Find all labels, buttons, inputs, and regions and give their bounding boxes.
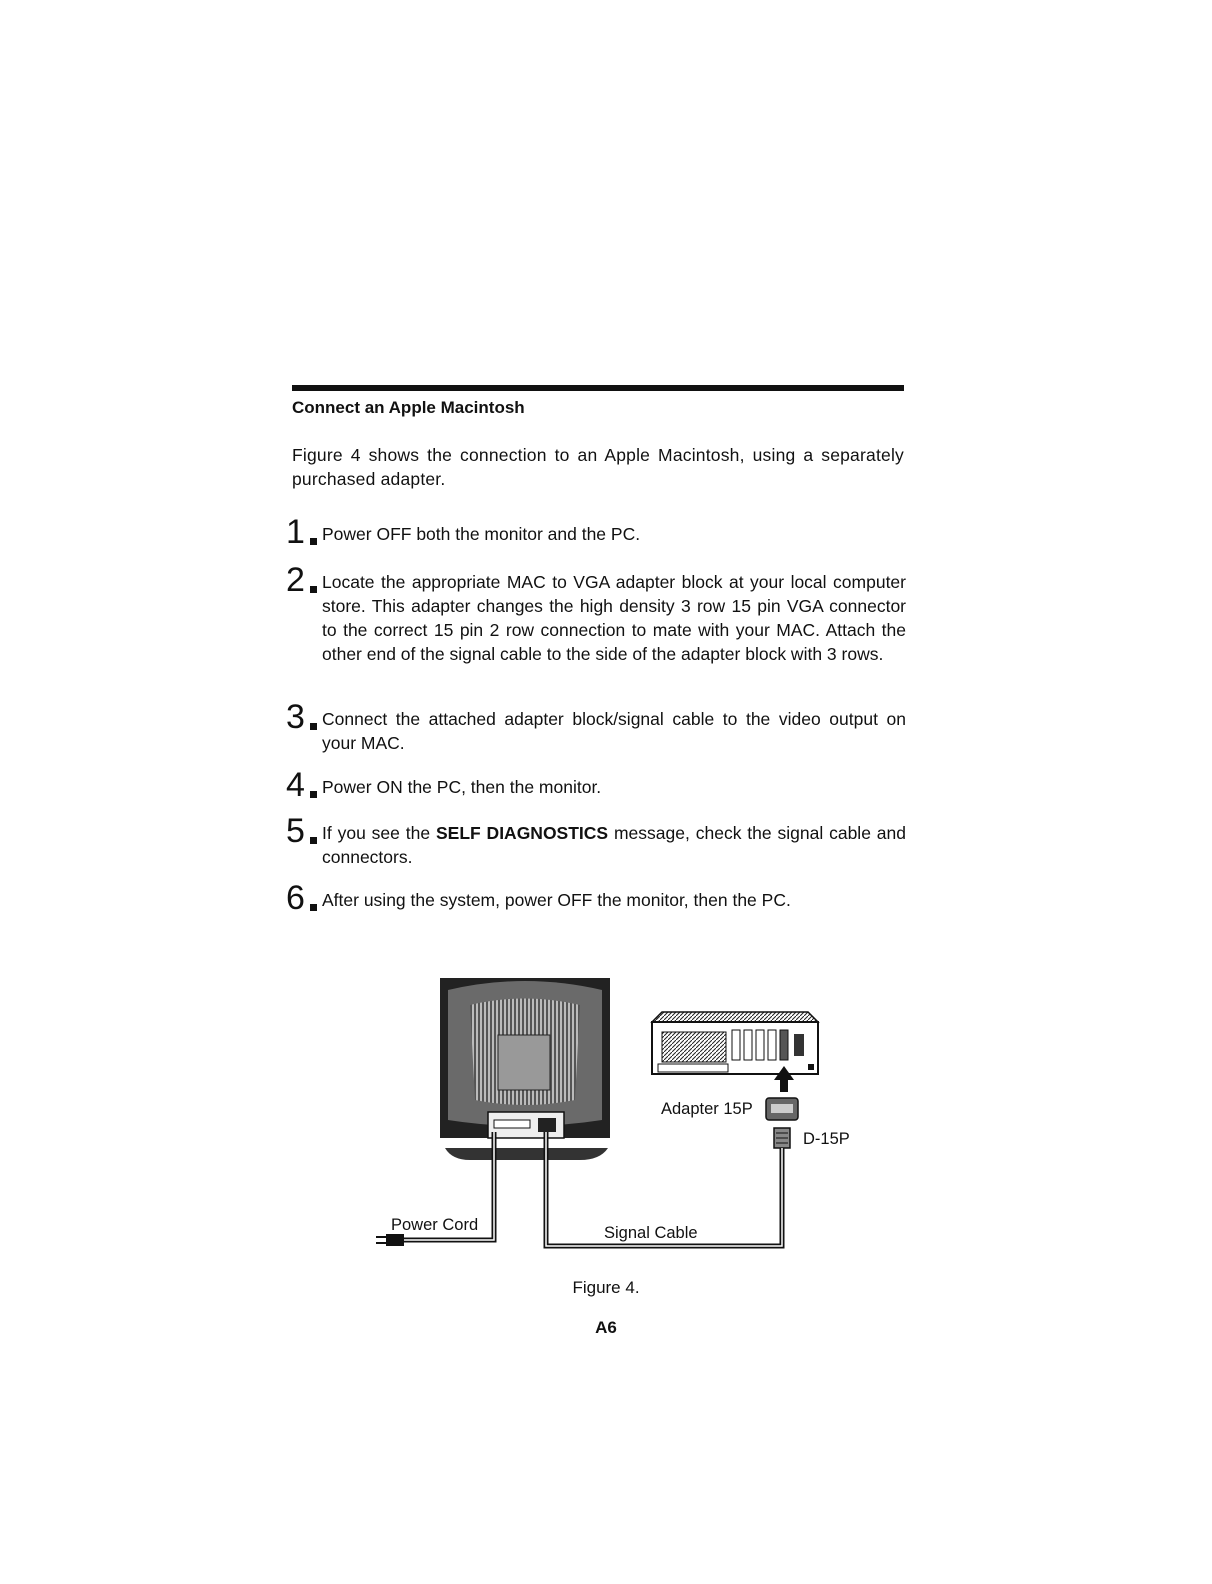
- step-number: 6: [286, 879, 305, 917]
- signal-cable-label: Signal Cable: [604, 1224, 698, 1242]
- monitor-rear-illustration: [440, 978, 610, 1160]
- expansion-slot: [744, 1030, 752, 1060]
- power-plug-icon: [376, 1234, 404, 1246]
- step-text: Power ON the PC, then the monitor.: [322, 777, 602, 797]
- d15p-connector-illustration: [774, 1128, 790, 1148]
- step-text: Connect the attached adapter block/signal cable to the video output on your MAC.: [322, 709, 906, 753]
- step-text-start: If you see the: [322, 823, 431, 843]
- monitor-signal-port: [538, 1118, 556, 1132]
- figure-caption: Figure 4.: [572, 1278, 640, 1297]
- self-diagnostics-term: SELF DIAGNOSTICS: [435, 823, 609, 843]
- monitor-label-plate: [498, 1035, 550, 1090]
- step-text: After using the system, power OFF the monitor, then the PC.: [322, 890, 791, 910]
- step-number: 4: [286, 766, 305, 804]
- section-heading: Connect an Apple Macintosh: [292, 398, 525, 417]
- step-number: 3: [286, 698, 305, 736]
- connector-label: D-15P: [803, 1130, 850, 1148]
- macintosh-rear-illustration: [652, 1012, 818, 1074]
- intro-paragraph: Figure 4 shows the connection to an Apple Macintosh, using a separately purchased adapter.: [292, 445, 904, 489]
- step-text: Power OFF both the monitor and the PC.: [322, 524, 641, 544]
- page-number: A6: [595, 1318, 617, 1337]
- computer-top-panel: [652, 1012, 818, 1022]
- monitor-stand-base: [445, 1148, 608, 1160]
- adapter-pins: [771, 1104, 793, 1113]
- computer-indicator: [808, 1064, 814, 1070]
- power-cord-label: Power Cord: [391, 1216, 479, 1234]
- expansion-slot-video: [780, 1030, 788, 1060]
- monitor-port-strip: [494, 1120, 530, 1128]
- computer-io-ports: [658, 1064, 728, 1072]
- adapter-illustration: [766, 1098, 798, 1120]
- adapter-label: Adapter 15P: [661, 1100, 753, 1118]
- expansion-slot: [768, 1030, 776, 1060]
- step-number: 5: [286, 812, 305, 850]
- step-text-end: message, check the signal cable and connectors.: [322, 823, 906, 867]
- step-number: 1: [286, 513, 305, 551]
- step-number: 2: [286, 561, 305, 599]
- computer-port: [794, 1034, 804, 1056]
- computer-power-supply: [662, 1032, 726, 1062]
- step-text: Locate the appropriate MAC to VGA adapter block at your local computer store. This adapter changes the high density 3 row 15 pin VGA connector to the correct 15 pin 2 row connection to mate with your MAC. Attach the other end of the signal cable to the side of the adapter block with 3 rows.: [322, 572, 906, 664]
- expansion-slot: [732, 1030, 740, 1060]
- expansion-slot: [756, 1030, 764, 1060]
